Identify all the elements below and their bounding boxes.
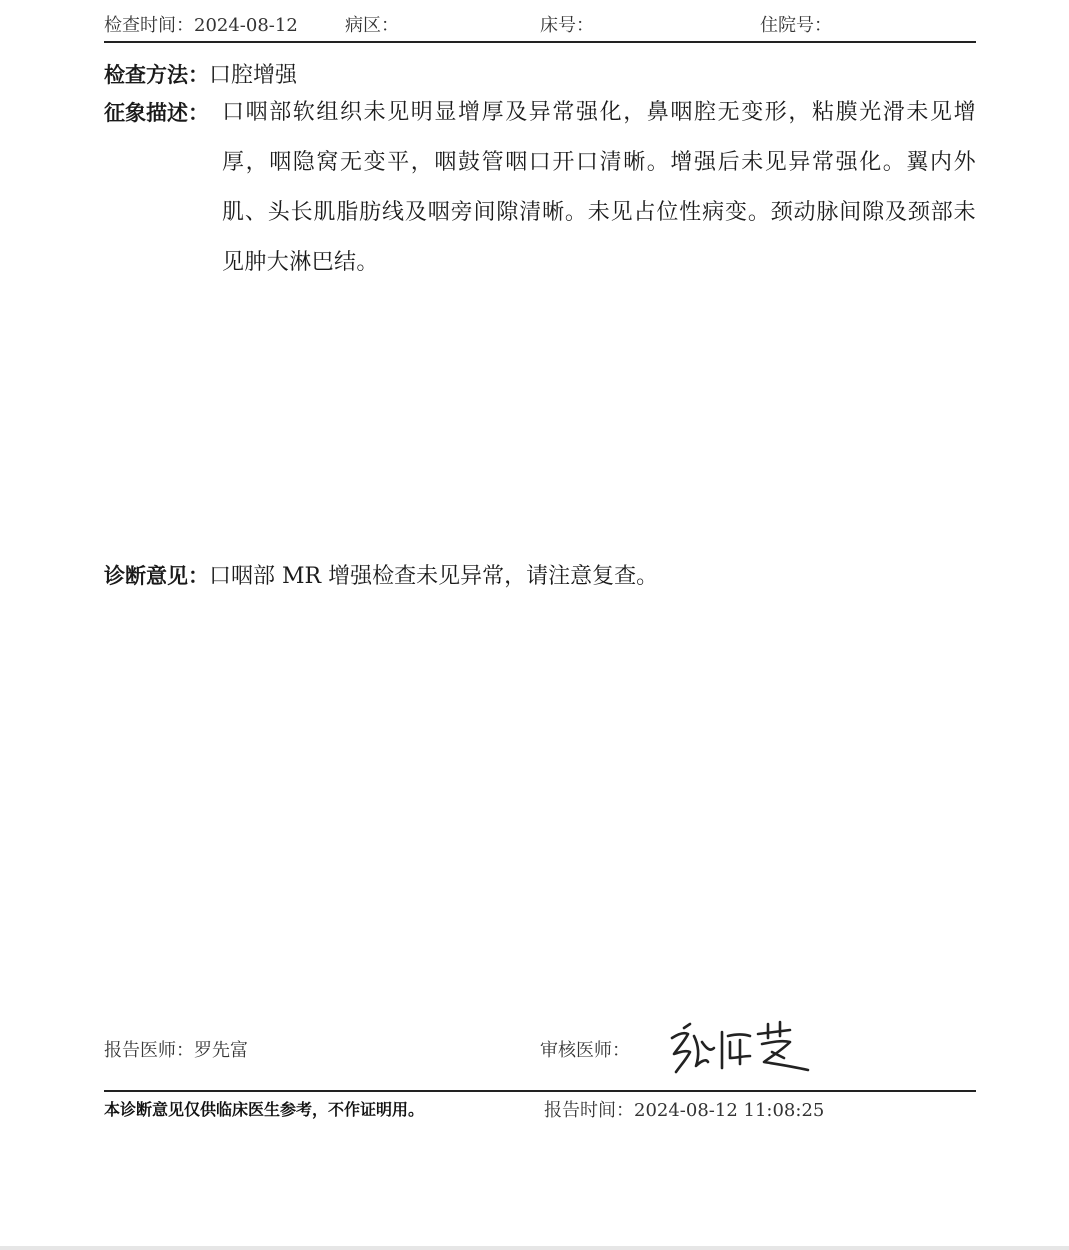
clipped-top-line — [104, 0, 974, 2]
diagnosis-label: 诊断意见： — [104, 564, 209, 588]
report-time-value: 2024-08-12 11:08:25 — [634, 1100, 825, 1121]
exam-method-value: 口腔增强 — [209, 63, 298, 88]
reporting-doctor-field — [104, 1036, 248, 1062]
diagnosis-text: 口咽部 MR 增强检查未见异常，请注意复查。 — [209, 564, 659, 589]
reviewing-doctor-field — [540, 1036, 630, 1062]
header-divider — [104, 41, 976, 43]
report-footer — [104, 1096, 976, 1122]
report-header — [104, 11, 976, 37]
diagnosis-row — [104, 551, 976, 602]
disclaimer-text: 本诊断意见仅供临床医生参考，不作证明用。 — [104, 1100, 425, 1119]
bed-label: 床号： — [540, 15, 594, 36]
signature-row — [104, 1036, 976, 1066]
handwritten-signature — [664, 1018, 814, 1080]
reporting-doctor-name: 罗先富 — [194, 1040, 248, 1061]
page-bottom-edge — [0, 1246, 1069, 1250]
footer-divider — [104, 1090, 976, 1092]
reporting-doctor-label: 报告医师： — [104, 1040, 194, 1061]
admission-field — [760, 11, 832, 37]
report-time-label: 报告时间： — [544, 1100, 634, 1121]
ward-label: 病区： — [345, 15, 399, 36]
reviewing-doctor-label: 审核医师： — [540, 1040, 630, 1061]
bed-field — [540, 11, 594, 37]
exam-date-field — [104, 11, 298, 37]
exam-method-label: 检查方法： — [104, 63, 209, 87]
admission-label: 住院号： — [760, 15, 832, 36]
exam-date-value: 2024-08-12 — [194, 15, 298, 36]
report-time-field — [544, 1096, 824, 1122]
findings-text: 口咽部软组织未见明显增厚及异常强化，鼻咽腔无变形，粘膜光滑未见增厚，咽隐窝无变平，咽鼓管咽口开口清晰。增强后未见异常强化。翼内外肌、头长肌脂肪线及咽旁间隙清晰。未见占位性病变。颈动脉间隙及颈部未见肿大淋巴结。 — [222, 100, 976, 275]
findings-label: 征象描述： — [104, 101, 209, 125]
ward-field — [345, 11, 399, 37]
exam-date-label: 检查时间： — [104, 15, 194, 36]
